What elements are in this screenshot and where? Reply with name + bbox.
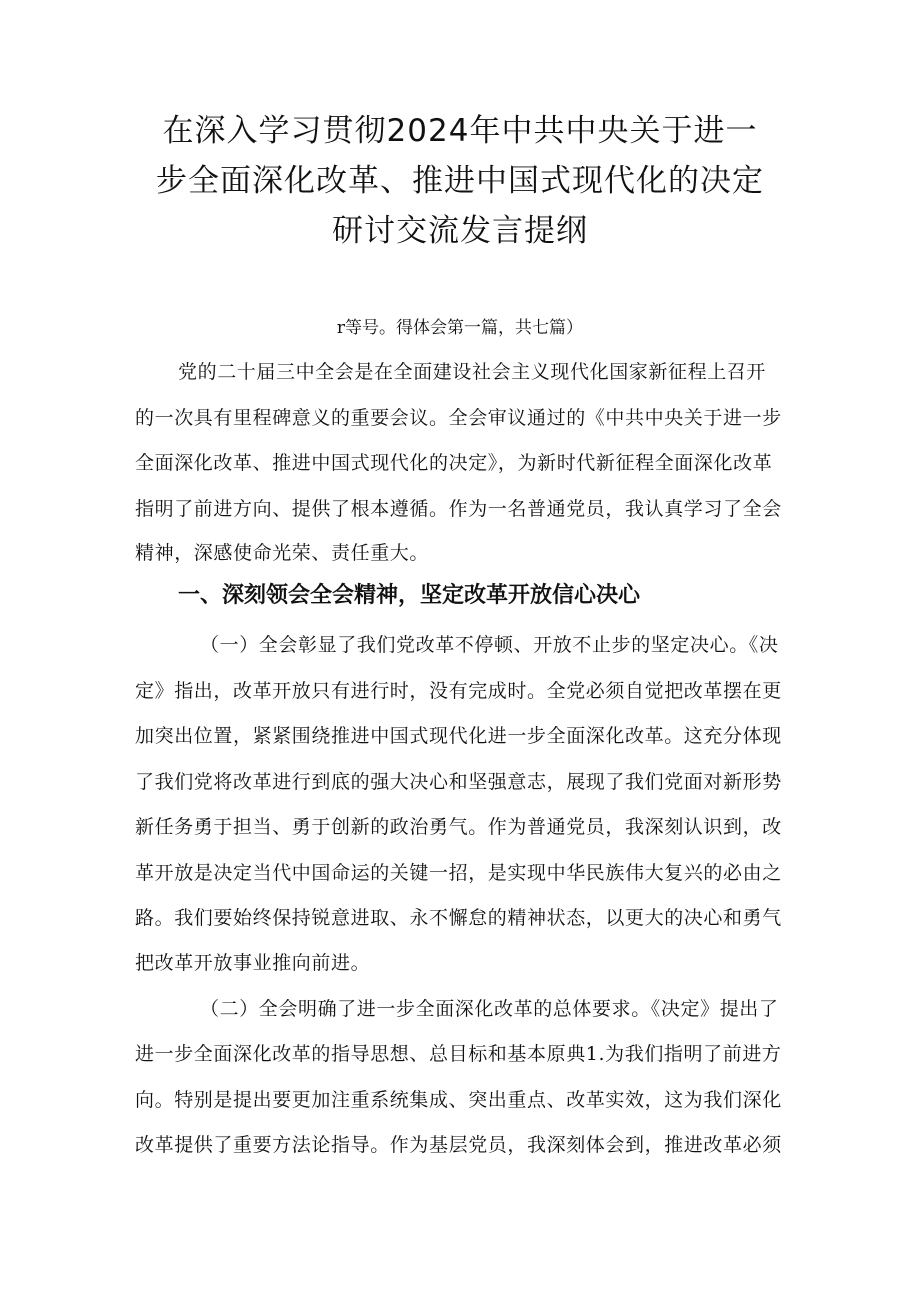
para1-line-2: 定》指出，改革开放只有进行时，没有完成时。全党必须自觉把改革摆在更 <box>135 680 782 702</box>
para2-line-1: （二）全会明确了进一步全面深化改革的总体要求。《决定》提出了 <box>200 998 779 1020</box>
para2-line-3: 向。特别是提出要更加注重系统集成、突出重点、改革实效，这为我们深化 <box>135 1089 782 1111</box>
intro-line-5: 精神，深感使命光荣、责任重大。 <box>135 542 430 564</box>
intro-line-2: 的一次具有里程碑意义的重要会议。全会审议通过的《中共中央关于进一步 <box>135 407 782 429</box>
para1-line-6: 革开放是决定当代中国命运的关键一招，是实现中华民族伟大复兴的必由之 <box>135 862 782 884</box>
subtitle: r等号。得体会第一篇，共七篇） <box>336 318 584 338</box>
intro-line-1: 党的二十届三中全会是在全面建设社会主义现代化国家新征程上召开 <box>178 361 767 383</box>
intro-line-3: 全面深化改革、推进中国式现代化的决定》，为新时代新征程全面深化改革 <box>135 452 773 474</box>
para1-line-3: 加突出位置，紧紧围绕推进中国式现代化进一步全面深化改革。这充分体现 <box>135 725 782 747</box>
para1-line-8: 把改革开放事业推向前进。 <box>135 952 371 974</box>
para1-line-4: 了我们党将改革进行到底的强大决心和坚强意志，展现了我们党面对新形势 <box>135 771 782 793</box>
para1-line-5: 新任务勇于担当、勇于创新的政治勇气。作为普通党员，我深刻认识到，改 <box>135 816 782 838</box>
intro-line-4: 指明了前进方向、提供了根本遵循。作为一名普通党员，我认真学习了全会 <box>135 498 782 520</box>
title-line-3: 研讨交流发言提纲 <box>332 213 588 249</box>
para1-line-7: 路。我们要始终保持锐意进取、永不懈怠的精神状态，以更大的决心和勇气 <box>135 907 782 929</box>
para2-line-4: 改革提供了重要方法论指导。作为基层党员，我深刻体会到，推进改革必须 <box>135 1134 782 1156</box>
section-heading-1: 一、深刻领会全会精神，坚定改革开放信心决心 <box>178 583 641 608</box>
title-line-2: 步全面深化改革、推进中国式现代化的决定 <box>156 163 764 199</box>
title-line-1: 在深入学习贯彻2024年中共中央关于进一 <box>162 113 758 149</box>
para1-line-1: （一）全会彰显了我们党改革不停顿、开放不止步的坚定决心。《决 <box>200 634 779 656</box>
para2-line-2: 进一步全面深化改革的指导思想、总目标和基本原典1.为我们指明了前进方 <box>135 1043 782 1065</box>
